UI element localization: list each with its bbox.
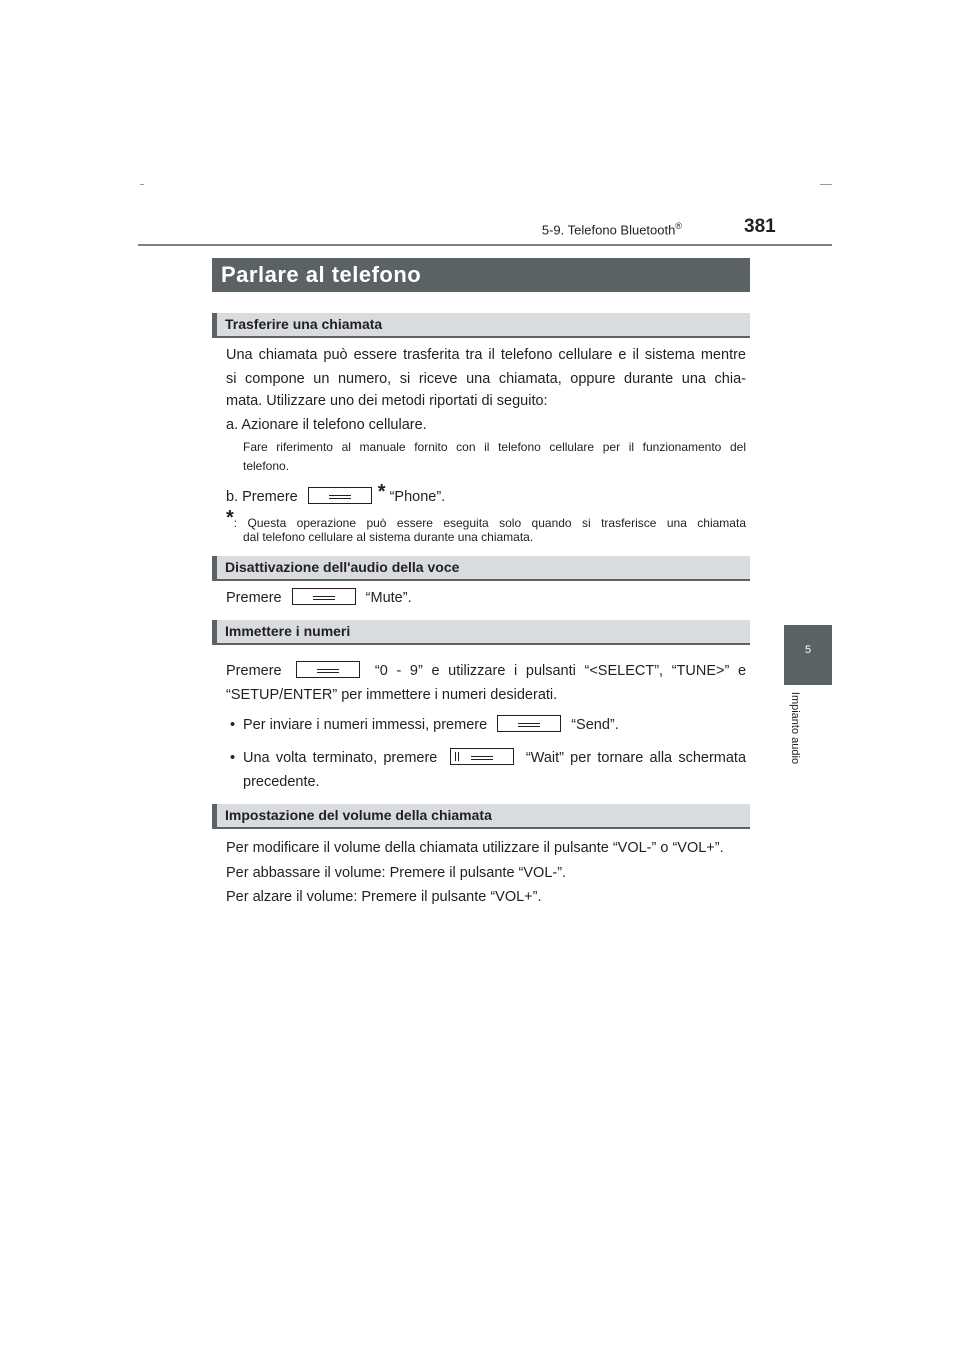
volume-line2: Per abbassare il volume: Premere il pulsante “VOL-”.	[226, 865, 567, 881]
transfer-intro-line2: si compone un numero, si riceve una chiamata, oppure durante una chia-	[226, 371, 746, 387]
footnote-star: *	[377, 481, 386, 503]
numbers-line2: “SETUP/ENTER” per immettere i numeri desiderati.	[226, 687, 558, 703]
numbers-line1: Premere “0 - 9” e utilizzare i pulsanti “<SELECT”, “TUNE>” e	[226, 663, 747, 679]
heading-transfer: Trasferire una chiamata	[212, 313, 750, 338]
mute-text: Premere “Mute”.	[226, 590, 412, 606]
crop-mark-right	[820, 184, 832, 185]
wait-button-icon	[450, 748, 514, 765]
chapter-tab-label: Impianto audio	[789, 691, 801, 765]
digits-button-icon	[296, 661, 360, 678]
footnote-line1: *: Questa operazione può essere eseguita solo quando si trasferisce una chiamata	[226, 507, 746, 530]
chapter-tab: 5	[784, 625, 832, 685]
transfer-intro-line3: mata. Utilizzare uno dei metodi riportati di seguito:	[226, 393, 548, 409]
crop-mark-left	[140, 184, 144, 185]
heading-numbers: Immettere i numeri	[212, 620, 750, 645]
transfer-step-a: a. Azionare il telefono cellulare.	[226, 417, 427, 433]
transfer-note-line2: telefono.	[243, 459, 290, 473]
transfer-step-b: b. Premere * “Phone”.	[226, 481, 446, 505]
transfer-note-line1: Fare riferimento al manuale fornito con il telefono cellulare per il funzionamento del	[243, 440, 746, 454]
page-number: 381	[744, 216, 776, 237]
phone-button-icon	[308, 487, 372, 504]
numbers-bullet-wait: • Una volta terminato, premere “Wait” per tornare alla schermata	[230, 750, 747, 766]
volume-line3: Per alzare il volume: Premere il pulsante “VOL+”.	[226, 889, 542, 905]
transfer-intro-line1: Una chiamata può essere trasferita tra il telefono cellulare e il sistema mentre	[226, 347, 746, 363]
numbers-bullet-wait-line2: precedente.	[243, 774, 320, 790]
page-title: Parlare al telefono	[212, 258, 750, 292]
footnote-line2: dal telefono cellulare al sistema durante una chiamata.	[243, 530, 534, 544]
send-button-icon	[497, 715, 561, 732]
numbers-bullet-send: • Per inviare i numeri immessi, premere “Send”.	[230, 717, 619, 733]
heading-volume: Impostazione del volume della chiamata	[212, 804, 750, 829]
section-header: 5-9. Telefono Bluetooth®	[541, 221, 682, 238]
volume-line1: Per modificare il volume della chiamata utilizzare il pulsante “VOL-” o “VOL+”.	[226, 840, 724, 856]
heading-mute: Disattivazione dell'audio della voce	[212, 556, 750, 581]
mute-button-icon	[292, 588, 356, 605]
header-rule	[138, 244, 832, 246]
